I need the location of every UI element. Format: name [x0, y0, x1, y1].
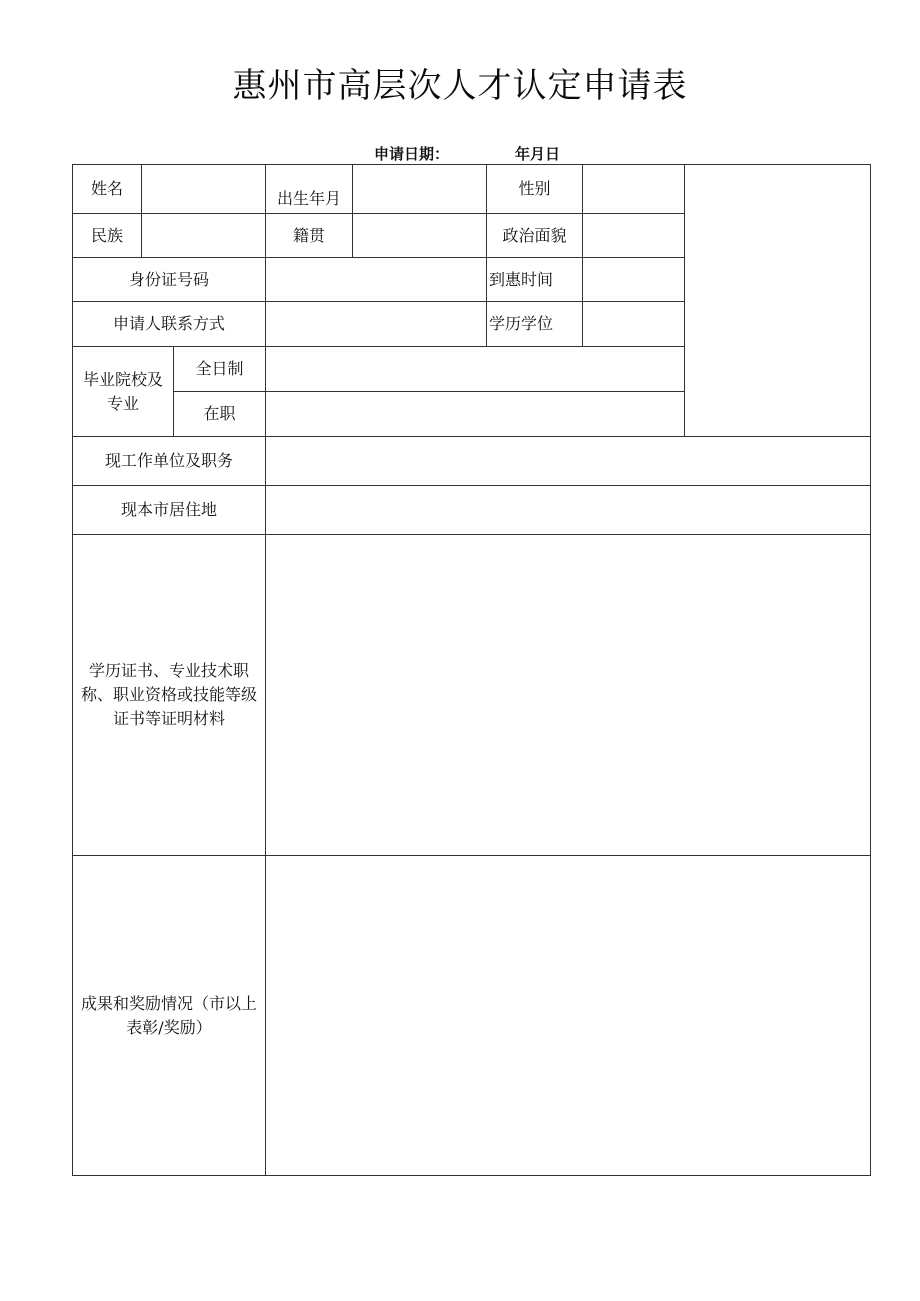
label-political-status: 政治面貌	[486, 213, 583, 258]
education-degree-field[interactable]	[582, 301, 685, 347]
label-id-number: 身份证号码	[72, 257, 266, 302]
photo-area[interactable]	[684, 164, 871, 437]
political-status-field[interactable]	[582, 213, 685, 258]
label-birth: 出生年月	[265, 164, 353, 214]
date-label: 申请日期：	[374, 145, 450, 163]
label-work-unit: 现工作单位及职务	[72, 436, 266, 486]
id-number-field[interactable]	[265, 257, 487, 302]
label-certificates: 学历证书、专业技术职称、职业资格或技能等级证书等证明材料	[72, 534, 266, 856]
residence-field[interactable]	[265, 485, 871, 535]
label-full-time: 全日制	[173, 346, 266, 392]
ethnicity-field[interactable]	[141, 213, 266, 258]
date-suffix: 年月日	[515, 145, 561, 163]
contact-field[interactable]	[265, 301, 487, 347]
label-gender: 性别	[486, 164, 583, 214]
name-field[interactable]	[141, 164, 266, 214]
certificates-field[interactable]	[265, 534, 871, 856]
label-ethnicity: 民族	[72, 213, 142, 258]
label-on-job: 在职	[173, 391, 266, 437]
native-place-field[interactable]	[352, 213, 487, 258]
label-school-major: 毕业院校及专业	[72, 346, 174, 437]
label-education-degree: 学历学位	[486, 301, 583, 347]
work-unit-field[interactable]	[265, 436, 871, 486]
label-achievements: 成果和奖励情况（市以上表彰/奖励）	[72, 855, 266, 1176]
birth-field[interactable]	[352, 164, 487, 214]
gender-field[interactable]	[582, 164, 685, 214]
label-name: 姓名	[72, 164, 142, 214]
label-native-place: 籍贯	[265, 213, 353, 258]
achievements-field[interactable]	[265, 855, 871, 1176]
arrival-time-field[interactable]	[582, 257, 685, 302]
application-date	[374, 143, 560, 164]
label-residence: 现本市居住地	[72, 485, 266, 535]
label-arrival-time: 到惠时间	[486, 257, 583, 302]
on-job-school-field[interactable]	[265, 391, 685, 437]
application-form	[72, 164, 871, 1176]
full-time-school-field[interactable]	[265, 346, 685, 392]
page-title: 惠州市高层次人才认定申请表	[232, 66, 688, 106]
label-contact: 申请人联系方式	[72, 301, 266, 347]
